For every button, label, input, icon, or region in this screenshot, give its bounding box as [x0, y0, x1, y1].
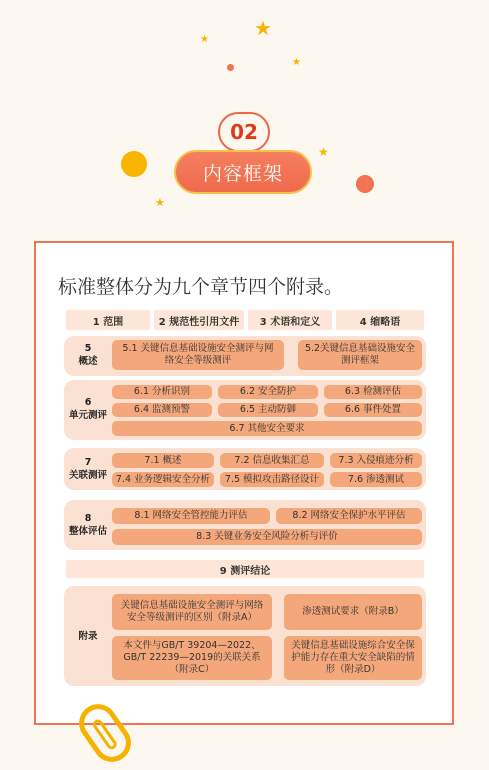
appendix-item: 关键信息基础设施安全测评与网络安全等级测评的区别（附录A） — [112, 594, 272, 630]
star-icon: ★ — [254, 16, 272, 40]
chapter-8-label: 8 整体评估 — [68, 513, 107, 537]
dot-decoration — [356, 175, 374, 193]
chapter-6-item: 6.6 事件处置 — [324, 403, 422, 417]
appendix-item: 渗透测试要求（附录B） — [284, 594, 422, 630]
chapter-4: 4 缩略语 — [336, 310, 424, 330]
dot-decoration — [121, 151, 147, 177]
appendix-item: 关键信息基础设施综合安全保护能力存在重大安全缺陷的情形（附录D） — [284, 636, 422, 680]
chapter-2: 2 规范性引用文件 — [154, 310, 244, 330]
dot-decoration — [227, 64, 234, 71]
chapter-6-item: 6.7 其他安全要求 — [112, 421, 422, 436]
section-number-badge: 02 — [218, 112, 270, 152]
chapter-7-item: 7.1 概述 — [112, 453, 214, 468]
star-icon: ★ — [318, 145, 329, 159]
chapter-7-label: 7 关联测评 — [68, 457, 107, 481]
star-icon: ★ — [292, 57, 301, 68]
chapter-6-item: 6.1 分析识别 — [112, 385, 212, 399]
page-heading: 标准整体分为九个章节四个附录。 — [58, 276, 344, 298]
section-title-badge: 内容框架 — [174, 150, 312, 194]
chapter-5-label: 5 概述 — [78, 343, 98, 367]
chapter-6-label: 6 单元测评 — [68, 397, 107, 421]
chapter-6-item: 6.4 监测预警 — [112, 403, 212, 417]
chapter-8-item: 8.1 网络安全管控能力评估 — [112, 508, 270, 524]
star-icon: ★ — [155, 196, 165, 209]
chapter-6-item: 6.2 安全防护 — [218, 385, 318, 399]
chapter-5-item: 5.1 关键信息基础设施安全测评与网络安全等级测评 — [112, 340, 284, 370]
chapter-6-item: 6.5 主动防御 — [218, 403, 318, 417]
chapter-8-item: 8.2 网络安全保护水平评估 — [276, 508, 422, 524]
appendix-label: 附录 — [78, 631, 98, 642]
chapter-9: 9 测评结论 — [66, 560, 424, 578]
chapter-8-item: 8.3 关键业务安全风险分析与评价 — [112, 529, 422, 545]
chapter-7-item: 7.5 模拟攻击路径设计 — [220, 472, 324, 487]
chapter-7-item: 7.6 渗透测试 — [330, 472, 422, 487]
star-icon: ★ — [200, 34, 209, 45]
chapter-7-item: 7.3 入侵痕迹分析 — [330, 453, 422, 468]
chapter-3: 3 术语和定义 — [248, 310, 332, 330]
chapter-6-item: 6.3 检测评估 — [324, 385, 422, 399]
chapter-5-item: 5.2关键信息基础设施安全测评框架 — [298, 340, 422, 370]
chapter-1: 1 范围 — [66, 310, 150, 330]
chapter-7-item: 7.2 信息收集汇总 — [220, 453, 324, 468]
appendix-item: 本文件与GB/T 39204—2022、GB/T 22239—2019的关联关系（附录C） — [112, 636, 272, 680]
chapter-7-item: 7.4 业务逻辑安全分析 — [112, 472, 214, 487]
